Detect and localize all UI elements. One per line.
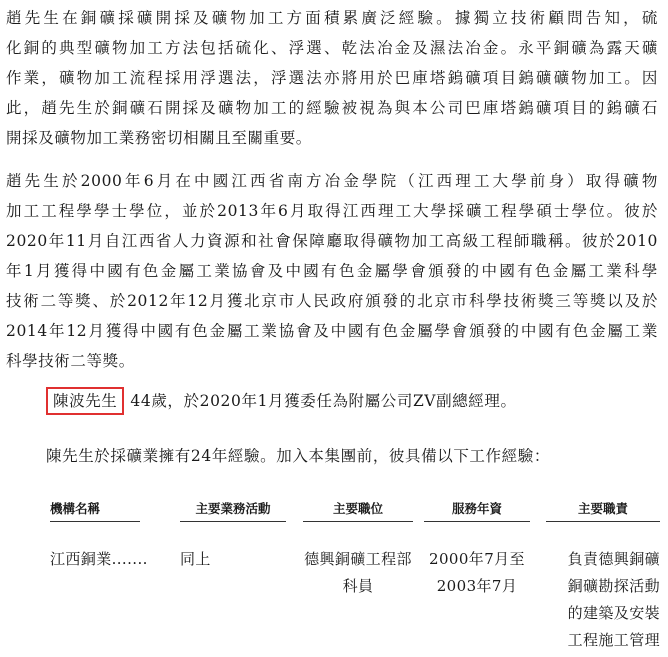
cell-position <box>300 546 416 600</box>
experience-intro: 陳先生於採礦業擁有24年經驗。加入本集團前，彼具備以下工作經驗： <box>46 447 550 465</box>
text-line: 此，趙先生於銅礦石開採及礦物加工的經驗被視為與本公司巴庫塔鎢礦項目的鎢礦石 <box>6 99 658 117</box>
header-position: 主要職位 <box>303 499 413 522</box>
paragraph-zhao-education <box>6 166 658 376</box>
paragraph-zhao-experience <box>6 3 658 153</box>
cell-tenure <box>424 546 530 600</box>
cell-line: 2000年7月至 <box>429 550 525 568</box>
cell-institution: 江西銅業....... <box>50 550 148 568</box>
cell-business: 同上 <box>180 550 211 568</box>
text-line: 技術二等獎、於2012年12月獲北京市人民政府頒發的北京市科學技術獎三等獎以及於 <box>6 292 658 310</box>
text-line: 2014年12月獲得中國有色金屬工業協會及中國有色金屬學會頒發的中國有色金屬工業 <box>6 322 658 340</box>
cell-line: 負責德興銅礦 <box>567 550 660 568</box>
cell-line: 的建築及安裝 <box>567 604 660 622</box>
header-business: 主要業務活動 <box>180 499 286 522</box>
text-line: 化銅的典型礦物加工方法包括硫化、浮選、乾法冶金及濕法冶金。永平銅礦為露天礦 <box>6 39 658 57</box>
cell-line: 銅礦勘探活動 <box>567 577 660 595</box>
cell-line: 工程施工管理 <box>567 631 660 649</box>
text-line: 加工工程學學士學位，並於2013年6月取得江西理工大學採礦工程學碩士學位。彼於 <box>6 202 658 220</box>
text-line: 趙先生在銅礦採礦開採及礦物加工方面積累廣泛經驗。據獨立技術顧問告知，硫 <box>6 9 658 27</box>
text-line: 2020年11月自江西省人力資源和社會保障廳取得礦物加工高級工程師職稱。彼於2010 <box>6 232 658 250</box>
text-line: 科學技術二等獎。 <box>6 352 135 370</box>
cell-line: 德興銅礦工程部 <box>304 550 412 568</box>
header-tenure: 服務年資 <box>424 499 530 522</box>
header-institution: 機構名稱 <box>50 499 140 522</box>
header-duties: 主要職責 <box>546 499 660 522</box>
cell-line: 2003年7月 <box>436 577 518 595</box>
text-line: 作業，礦物加工流程採用浮選法，浮選法亦將用於巴庫塔鎢礦項目鎢礦礦物加工。因 <box>6 69 658 87</box>
cell-duties <box>548 546 660 654</box>
cell-line: 科員 <box>342 577 374 595</box>
person-heading <box>46 386 517 416</box>
text-line: 趙先生於2000年6月在中國江西省南方冶金學院（江西理工大學前身）取得礦物 <box>6 172 658 190</box>
person-intro: 44歲，於2020年1月獲委任為附屬公司ZV副總經理。 <box>130 392 517 410</box>
text-line: 年1月獲得中國有色金屬工業協會及中國有色金屬學會頒發的中國有色金屬工業科學 <box>6 262 658 280</box>
text-line: 開採及礦物加工業務密切相關且至關重要。 <box>6 129 312 147</box>
person-name-highlight: 陳波先生 <box>46 387 124 415</box>
